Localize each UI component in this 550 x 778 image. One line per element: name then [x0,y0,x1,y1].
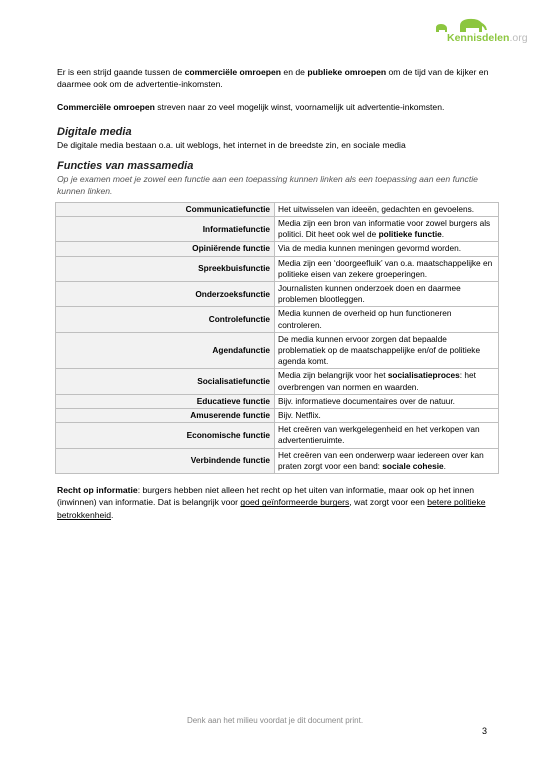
table-row [56,242,499,256]
table-row [56,256,499,281]
function-name: Onderzoeksfunctie [56,282,275,307]
function-description: Journalisten kunnen onderzoek doen en daarmee problemen blootleggen. [275,282,499,307]
description-text: . [441,229,445,240]
table-row [56,369,499,394]
table-row [56,423,499,448]
function-name: Amuserende functie [56,409,275,423]
function-description: Het creëren van werkgelegenheid en het verkopen van advertentieruimte. [275,423,499,448]
table-row [56,216,499,241]
table-row [56,307,499,332]
function-description [275,216,499,241]
logo-part-org: .org [509,32,528,44]
description-text: Het creëren van een onderwerp waar iedereen over kan praten zorgt voor een band: [278,449,484,471]
functions-subtitle: Op je examen moet je zowel een functie aan een toepassing kunnen linken als een toepassing aan een functie kunnen linken. [57,174,478,197]
logo-part-delen: delen [482,32,510,44]
description-text: . [443,460,446,471]
function-name: Informatiefunctie [56,216,275,241]
digital-media-text: De digitale media bestaan o.a. uit weblogs, het internet in de breedste zin, en sociale media [57,139,406,150]
heading-digital-media: Digitale media [57,125,132,138]
term-public: publieke omroepen [307,67,387,77]
info-right-text: . [111,509,114,520]
intro-text: Er is een strijd gaande tussen de [57,67,185,77]
logo-part-kennis: Kennis [447,32,483,44]
intro-text: en de [281,67,308,77]
term-commercial: commerciële omroepen [184,67,282,77]
site-logo[interactable] [422,16,534,52]
description-text: Media zijn belangrijk voor het [278,370,388,381]
table-row [56,282,499,307]
function-description: Media kunnen de overheid op hun functioneren controleren. [275,307,499,332]
table-row [56,409,499,423]
table-row [56,202,499,216]
table-row [56,394,499,408]
function-description [275,369,499,394]
function-description: De media kunnen ervoor zorgen dat bepaalde problematiek op de maatschappelijke en/of de politieke agenda komt. [275,332,499,369]
function-name: Verbindende functie [56,448,275,473]
footer-note: Denk aan het milieu voordat je dit document print. [186,716,364,725]
info-right-paragraph [57,484,497,521]
heading-functions: Functies van massamedia [57,160,194,173]
function-name: Socialisatiefunctie [56,369,275,394]
function-description: Bijv. informatieve documentaires over de natuur. [275,394,499,408]
description-key-term: socialisatieproces [387,370,460,381]
term-info-right: Recht op informatie [57,485,138,496]
term-commercial-2: Commerciële omroepen [57,101,155,112]
info-right-text: , wat zorgt voor een [349,497,428,508]
page-number: 3 [482,726,488,736]
logo-text [447,32,528,44]
function-name: Controlefunctie [56,307,275,332]
functions-table [55,202,499,474]
function-description: Via de media kunnen meningen gevormd worden. [275,242,499,256]
function-name: Spreekbuisfunctie [56,256,275,281]
description-text: Media zijn een bron van informatie voor zowel burgers als politici. Dit heet ook wel de [278,217,491,240]
main-content [57,66,497,521]
intro-paragraph-2 [57,101,497,113]
table-row [56,448,499,473]
description-text: : het overbrengen van normen en waarden. [278,370,476,392]
description-key-term: sociale cohesie [382,460,444,471]
table-row [56,332,499,369]
function-name: Economische functie [56,423,275,448]
intro-text: om de tijd van de kijker en daarmee ook om de advertentie-inkomsten. [57,67,489,90]
underlined-political-involvement: betere politieke betrokkenheid [57,497,486,520]
function-name: Educatieve functie [56,394,275,408]
intro-text: streven naar zo veel mogelijk winst, voornamelijk uit advertentie-inkomsten. [154,101,445,112]
function-name: Agendafunctie [56,332,275,369]
description-key-term: politieke functie [378,229,442,240]
info-right-text: : burgers hebben niet alleen het recht op het uiten van informatie, maar ook op het innen (inwinnen) van informatie. Dat is belangrijk voor [57,485,475,508]
function-description: Bijv. Netflix. [275,409,499,423]
function-description [275,448,499,473]
intro-paragraph-1 [57,66,497,91]
function-description: Het uitwisselen van ideeën, gedachten en gevoelens. [275,202,499,216]
function-description: Media zijn een ‘doorgeefluik’ van o.a. maatschappelijke en politieke eisen van zekere groeperingen. [275,256,499,281]
underlined-informed-citizens: goed geïnformeerde burgers [240,497,350,508]
function-name: Opiniërende functie [56,242,275,256]
function-name: Communicatiefunctie [56,202,275,216]
